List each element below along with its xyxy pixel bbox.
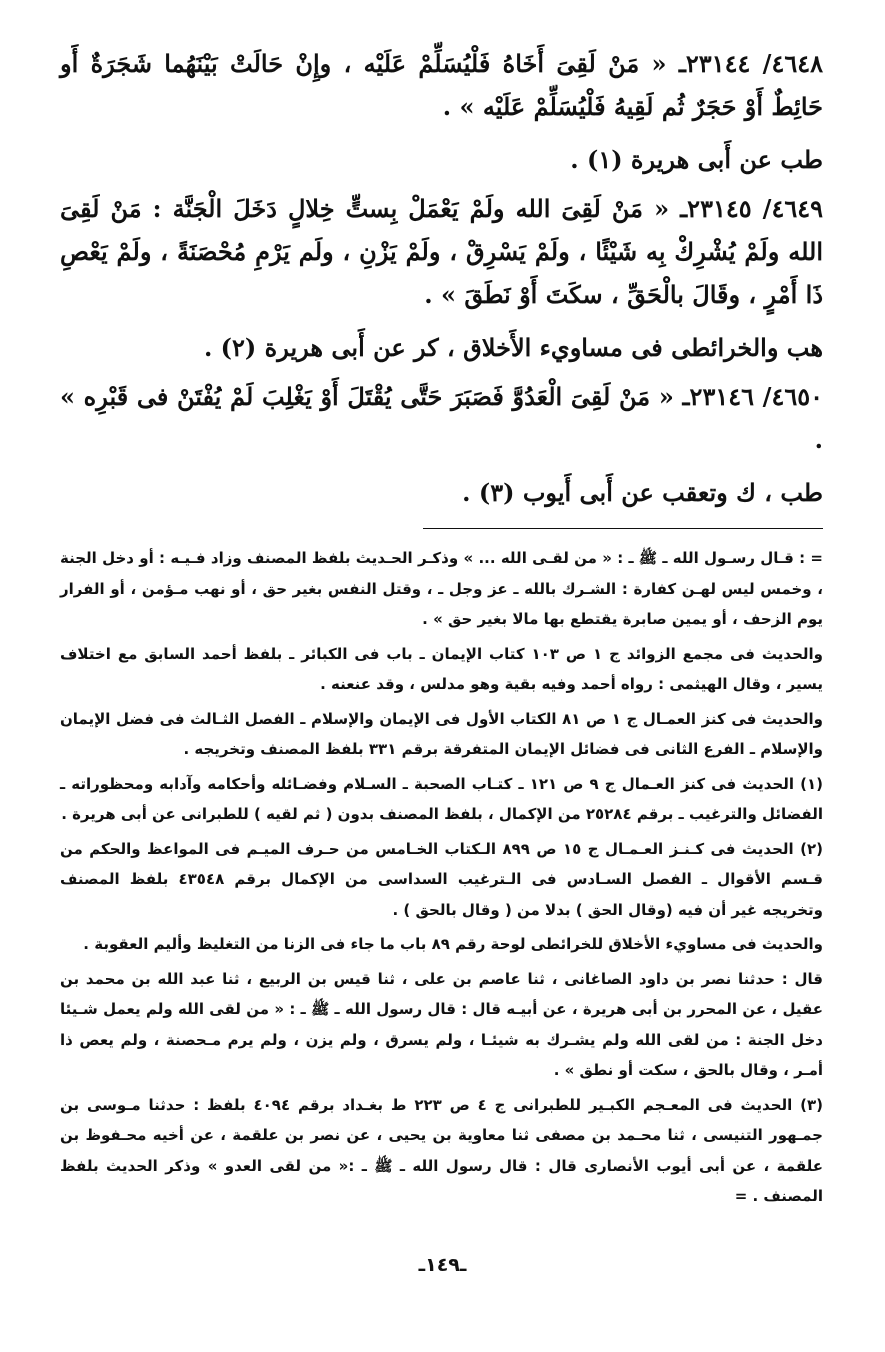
main-text [60, 42, 823, 514]
hadith-4649: ٤٦٤٩/ ٢٣١٤٥ـ « مَنْ لَقِىَ الله ولَمْ يَعْمَلْ بِستٍّ خِلالٍ دَخَلَ الْجَنَّة : مَنْ لَقِىَ الله ولَمْ يُشْرِكْ بِه شَيْئًا ، ولَمْ يَسْرِقْ ، ولَمْ يَزْنِ ، ولَم يَرْمِ مُحْصَنَةً ، ولَمْ يَعْصِ ذَا أَمْرٍ ، وقَالَ بالْحَقِّ ، سكَتَ أَوْ نَطَقَ » . [60, 194, 823, 309]
source-4648: طب عن أَبى هريرة (١) . [570, 145, 823, 174]
footnote-continuation-3: والحديث فى كنز العمـال ج ١ ص ٨١ الكتاب الأول فى الإيمان والإسلام ـ الفصل الثـالث فى فضل الإيمان والإسلام ـ الفرع الثانى فى فضائل الإيمان المتفرقة برقم ٣٣١ بلفظ المصنف وتخريجه . [60, 709, 823, 758]
footnote-divider [423, 528, 823, 529]
footnote-1: (١) الحديث فى كنز العـمال ج ٩ ص ١٢١ ـ كتـاب الصحبة ـ السـلام وفضـائله وأحكامه وآدابه ومحظوراته ـ الفضائل والترغيب ـ برقم ٢٥٢٨٤ من الإكمال ، بلفظ المصنف بدون ( ثم لقيه ) للطبرانى عن أبى هريرة . [60, 774, 823, 823]
hadith-4650: ٤٦٥٠/ ٢٣١٤٦ـ « مَنْ لَقِىَ الْعَدُوَّ فَصَبَرَ حَتَّى يُقْتَلَ أَوْ يَغْلِبَ لَمْ يُفْتَنْ فى قَبْرِه » . [60, 382, 824, 454]
footnote-2-chain: قال : حدثنا نصر بن داود الصاغانى ، ثنا عاصم بن على ، ثنا قيس بن الربيع ، ثنا عبد الله بن محمد بن عقيل ، عن المحرر بن أبى هريرة ، عن أبيـه قال : قال رسول الله ـ ﷺ ـ : « من لقى الله ولم يعمل شـيئا دخل الجنة : من لقى الله ولم يشـرك به شيئـا ، ولم يسرق ، ولم يزن ، ولم يرم مـحصنة ، ولم يعص ذا أمـر ، وقال بالحق ، سكت أو نطق » . [60, 969, 823, 1079]
footnotes [60, 543, 823, 1212]
footnote-2-source: والحديث فى مساويء الأخلاق للخرائطى لوحة رقم ٨٩ باب ما جاء فى الزنا من التغليظ وأليم العقوبة . [83, 935, 823, 953]
hadith-4648: ٤٦٤٨/ ٢٣١٤٤ـ « مَنْ لَقِىَ أَخَاهُ فَلْيُسَلِّمْ عَلَيْه ، وإِنْ حَالَتْ بَيْنَهُما شَجَرَةٌ أَو حَائِطٌ أَوْ حَجَرٌ ثُم لَقِيهُ فَلْيُسَلِّمْ عَلَيْه » . [60, 49, 823, 121]
footnote-3: (٣) الحديث فى المعـجم الكبـير للطبرانى ج ٤ ص ٢٢٣ ط بغـداد برقم ٤٠٩٤ بلفظ : حدثنا مـوسى بن جمـهور التنيسى ، ثنا محـمد بن مصفى ثنا معاوية بن يحيى ، عن نصر بن علقمة ، عن أخيه محـفوظ بن علقمة ، عن أبى أيوب الأنصارى قال : قال رسول الله ـ ﷺ ـ :« من لقى العدو » وذكر الحديث بلفظ المصنف . = [60, 1095, 823, 1205]
footnote-continuation-1: = : قـال رسـول الله ـ ﷺ ـ : « من لقـى الله ... » وذكـر الحـديث بلفظ المصنف وزاد فـيـه : أو دخل الجنة ، وخمس ليس لهـن كفارة : الشـرك بالله ـ عز وجل ـ ، وقتل النفس بغير حق ، أو نهب مـؤمن ، أو الفرار يوم الزحف ، أو يمين صابرة يقتطع بها مالا بغير حق » . [60, 549, 823, 628]
page-number: ـ١٤٩ـ [418, 1254, 467, 1276]
source-4650: طب ، ك وتعقب عن أَبى أَيوب (٣) . [462, 478, 823, 507]
footnote-2: (٢) الحديث فى كـنـز العـمـال ج ١٥ ص ٨٩٩ الـكتاب الخـامس من حـرف الميـم فى المواعظ والحكم من قـسم الأقوال ـ الفصل السـادس فى الـترغيب السداسى من الإكمال برقم ٤٣٥٤٨ بلفظ المصنف وتخريجه غير أن فيه (وقال الحق ) بدلا من ( وقال بالحق ) . [60, 839, 823, 919]
source-4649: هب والخرائطى فى مساويء الأَخلاق ، كر عن أَبى هريرة (٢) . [203, 333, 823, 362]
footnote-continuation-2: والحديث فى مجمع الزوائد ج ١ ص ١٠٣ كتاب الإيمان ـ باب فى الكبائر ـ بلفظ أحمد السابق مع اختلاف يسير ، وقال الهيثمى : رواه أحمد وفيه بقية وهو مدلس ، وقد عنعنه . [60, 644, 823, 693]
